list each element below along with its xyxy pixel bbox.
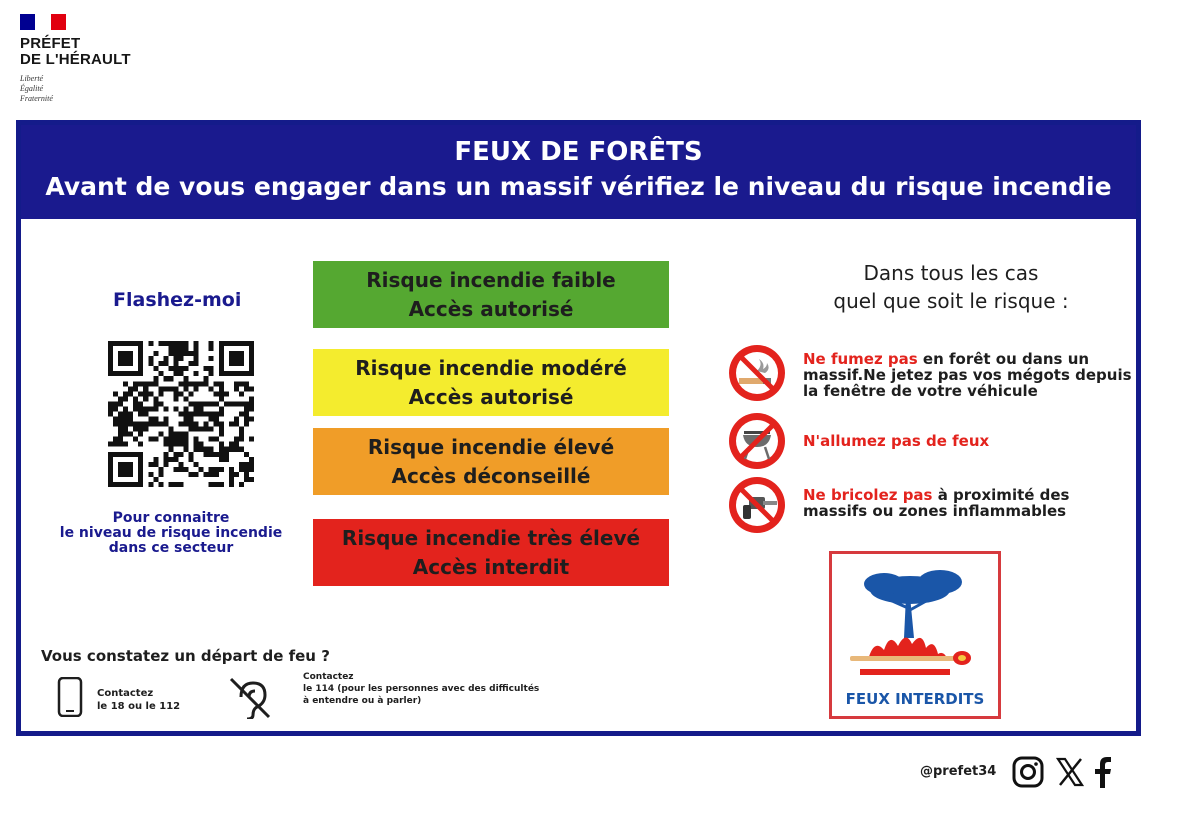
rule-no-tools <box>803 487 1133 519</box>
x-icon[interactable] <box>1056 756 1084 788</box>
deaf-contact-line1: Contactez <box>303 672 354 682</box>
risk-level-low-line1: Risque incendie faible <box>366 267 616 292</box>
motto-egalite: Égalité <box>20 84 44 93</box>
risk-level-low <box>313 261 669 328</box>
feux-interdits-label: FEUX INTERDITS <box>845 690 985 708</box>
risk-level-high-line1: Risque incendie élevé <box>367 434 615 459</box>
no-tools-icon <box>727 475 787 535</box>
rules-heading-line1: Dans tous les cas <box>863 261 1039 285</box>
rule-no-fire-highlight: N'allumez pas de feux <box>803 432 990 450</box>
pine-fire-icon <box>840 560 990 684</box>
poster-subtitle: Avant de vous engager dans un massif vérifiez le niveau du risque incendie <box>45 172 1112 201</box>
phone-contact <box>97 687 180 713</box>
rules-heading-line2: quel que soit le risque : <box>833 289 1069 313</box>
risk-level-moderate <box>313 349 669 416</box>
qr-code[interactable] <box>106 341 256 487</box>
logo-title-line1: PRÉFET <box>20 35 81 52</box>
logo-title-line2: DE L'HÉRAULT <box>20 51 131 68</box>
qr-caption-line3: dans ce secteur <box>108 540 234 556</box>
motto-liberte: Liberté <box>20 74 44 83</box>
rules-heading <box>781 259 1121 315</box>
rule-no-smoking-text: en forêt ou dans un massif.Ne jetez pas vos mégots depuis la fenêtre de votre véhicule <box>803 350 1132 400</box>
risk-level-moderate-line1: Risque incendie modéré <box>355 355 627 380</box>
phone-icon <box>57 677 83 717</box>
rule-no-smoking <box>803 351 1133 399</box>
qr-caption-line1: Pour connaitre <box>112 510 230 526</box>
rule-no-tools-text: à proximité des massifs ou zones inflammables <box>803 486 1070 520</box>
phone-contact-line2: le 18 ou le 112 <box>97 701 181 712</box>
deaf-contact-line3: à entendre ou à parler) <box>303 696 422 706</box>
facebook-icon[interactable] <box>1094 756 1112 788</box>
logo-title <box>20 36 180 68</box>
deaf-ear-icon <box>227 675 273 719</box>
fire-question: Vous constatez un départ de feu ? <box>41 647 330 665</box>
risk-level-very-high-line2: Accès interdit <box>412 554 570 579</box>
header-banner <box>21 125 1136 219</box>
rule-no-tools-highlight: Ne bricolez pas <box>803 486 933 504</box>
prefet-logo <box>20 14 180 104</box>
rule-no-fire <box>803 433 1133 449</box>
deaf-contact-line2: le 114 (pour les personnes avec des difficultés <box>303 684 540 694</box>
motto-fraternite: Fraternité <box>20 94 53 103</box>
feux-interdits-sign <box>829 551 1001 719</box>
poster <box>16 120 1141 736</box>
qr-caption-line2: le niveau de risque incendie <box>59 525 283 541</box>
rule-no-smoking-highlight: Ne fumez pas <box>803 350 918 368</box>
qr-caption <box>51 511 291 556</box>
qr-title: Flashez-moi <box>113 289 242 311</box>
risk-level-very-high <box>313 519 669 586</box>
risk-level-moderate-line2: Accès autorisé <box>408 384 574 409</box>
risk-level-low-line2: Accès autorisé <box>408 296 574 321</box>
no-smoking-icon <box>727 343 787 403</box>
poster-title: FEUX DE FORÊTS <box>454 137 703 167</box>
phone-contact-line1: Contactez <box>97 688 154 699</box>
instagram-icon[interactable] <box>1012 756 1044 788</box>
no-barbecue-icon <box>727 411 787 471</box>
risk-level-very-high-line1: Risque incendie très élevé <box>341 525 641 550</box>
social-handle[interactable]: @prefet34 <box>920 764 997 779</box>
motto <box>20 74 180 104</box>
french-flag-icon <box>20 14 66 30</box>
risk-level-high-line2: Accès déconseillé <box>391 463 591 488</box>
deaf-contact <box>303 671 563 707</box>
risk-level-high <box>313 428 669 495</box>
